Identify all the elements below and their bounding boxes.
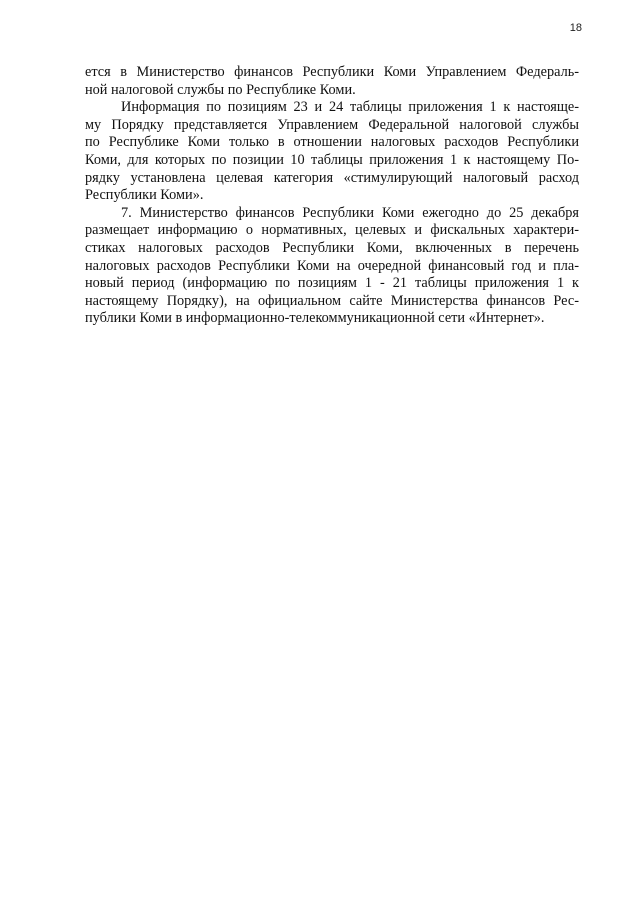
text-line: стиках налоговых расходов Республики Коми, включенных в перечень	[85, 239, 579, 256]
page-number: 18	[569, 22, 582, 34]
paragraph-3	[85, 205, 579, 328]
text-line: настоящему Порядку), на официальном сайте Министерства финансов Рес-	[85, 292, 579, 309]
text-line: размещает информацию о нормативных, целевых и фискальных характери-	[85, 222, 579, 239]
paragraph-2	[85, 99, 579, 205]
text-line: 7. Министерство финансов Республики Коми ежегодно до 25 декабря	[121, 204, 579, 221]
text-line: публики Коми в информационно-телекоммуникационной сети «Интернет».	[85, 310, 545, 327]
text-line: новый период (информацию по позициям 1 - 21 таблицы приложения 1 к	[85, 275, 579, 292]
text-line: ной налоговой службы по Республике Коми.	[85, 81, 356, 98]
text-line: налоговых расходов Республики Коми на очередной финансовый год и пла-	[85, 257, 579, 274]
paragraph-1	[85, 64, 579, 99]
body-text	[85, 64, 579, 328]
text-line: Информация по позициям 23 и 24 таблицы приложения 1 к настояще-	[121, 99, 579, 116]
text-line: му Порядку представляется Управлением Федеральной налоговой службы	[85, 116, 579, 133]
text-line: Республики Коми».	[85, 187, 204, 204]
text-line: Коми, для которых по позиции 10 таблицы приложения 1 к настоящему По-	[85, 151, 579, 168]
text-line: рядку установлена целевая категория «стимулирующий налоговый расход	[85, 169, 579, 186]
text-line: по Республике Коми только в отношении налоговых расходов Республики	[85, 134, 579, 151]
text-line: ется в Министерство финансов Республики Коми Управлением Федераль-	[85, 64, 579, 80]
